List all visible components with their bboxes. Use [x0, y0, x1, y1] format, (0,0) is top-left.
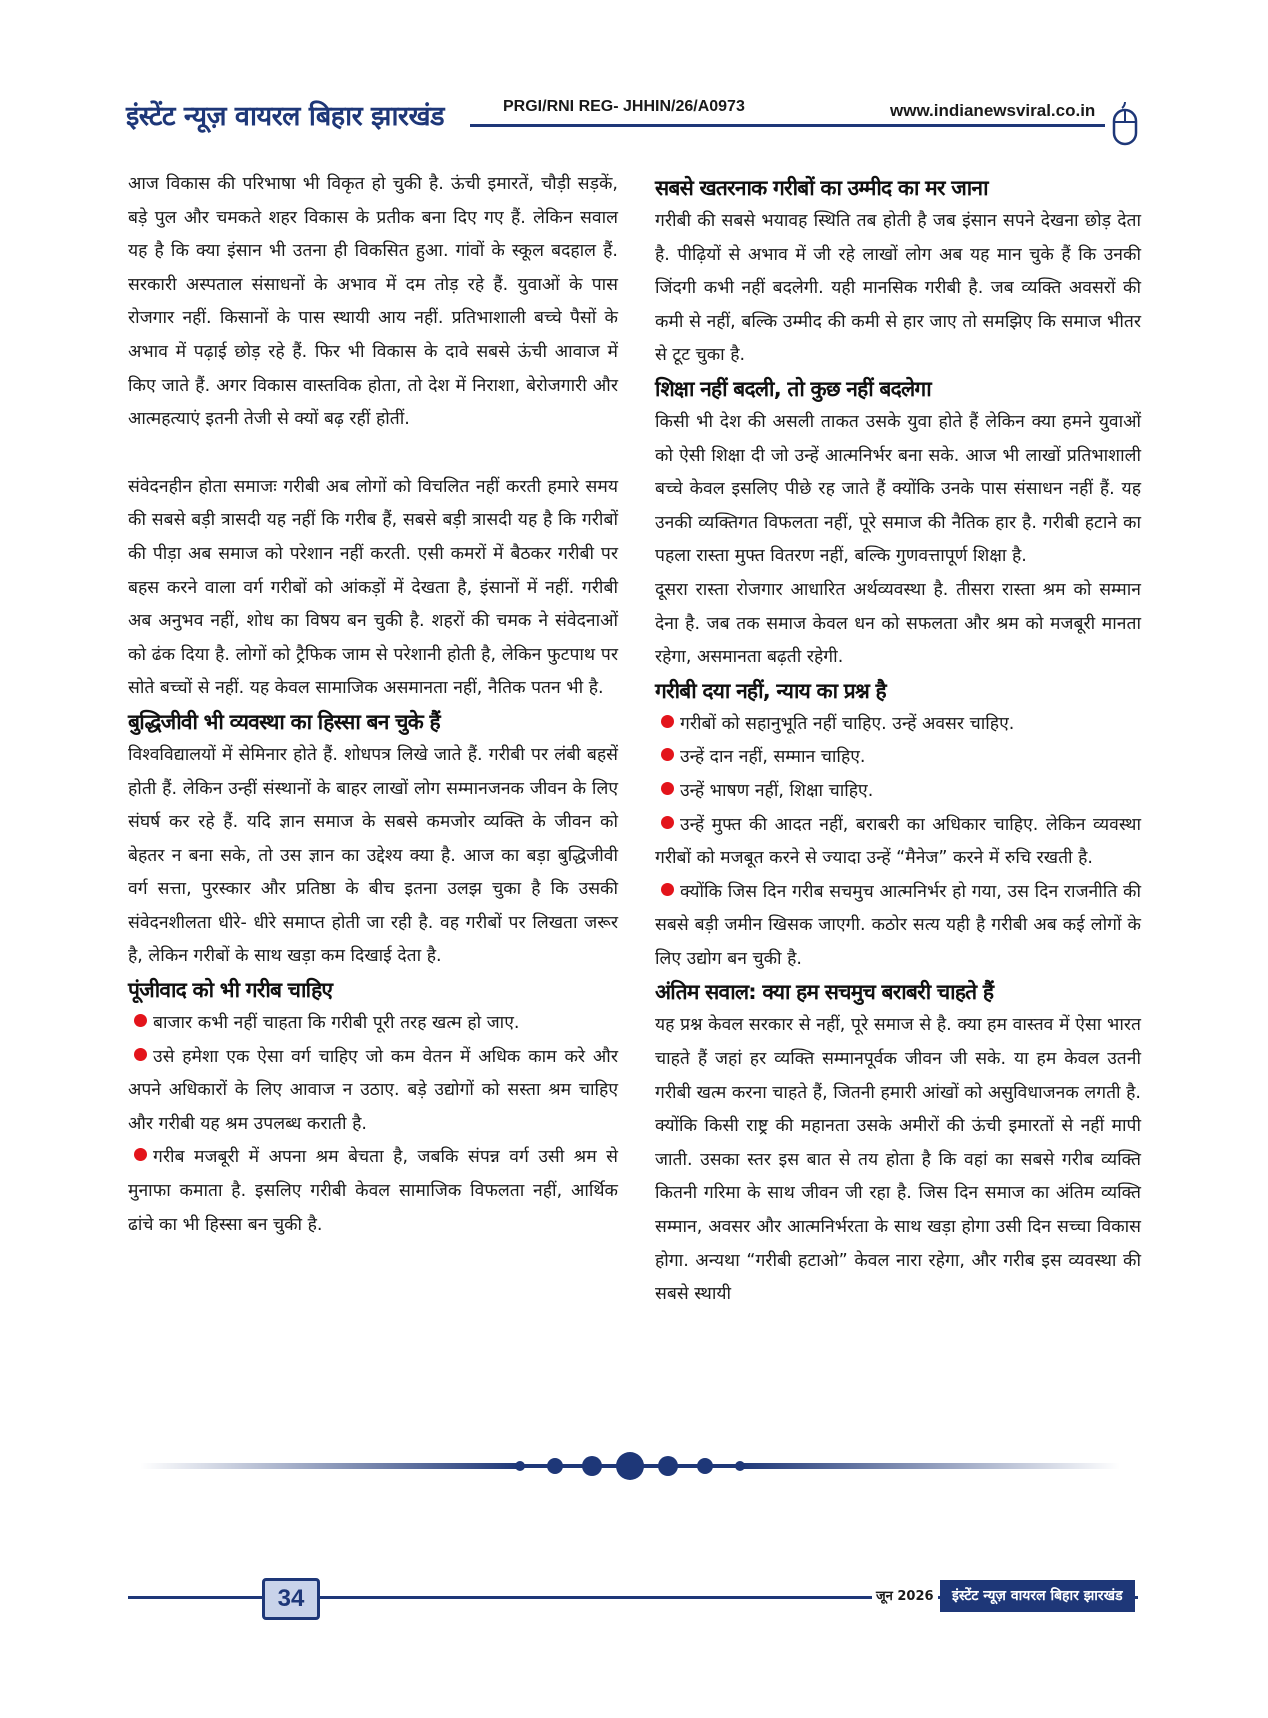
intellectuals-heading: बुद्धिजीवी भी व्यवस्था का हिस्सा बन चुके हैं — [128, 709, 440, 734]
intellectuals-paragraph: विश्वविद्यालयों में सेमिनार होते हैं. शोधपत्र लिखे जाते हैं. गरीबी पर लंबी बहसें होती हैं. लेकिन उन्हीं संस्थानों के बाहर लाखों लोग सम्मानजनक जीवन के लिए संघर्ष कर रहे हैं. यदि ज्ञान समाज के सबसे कमजोर व्यक्ति के जीवन को बेहतर न बना सके, तो उस ज्ञान का उद्देश्य क्या है. आज का बड़ा बुद्धिजीवी वर्ग सत्ता, पुरस्कार और प्रतिष्ठा के बीच इतना उलझ चुका है कि उसकी संवेदनशीलता धीरे- धीरे समाप्त होती जा रही है. वह गरीबों पर लिखता जरूर है, लेकिन गरीबों के साथ खड़ा कम दिखाई देता है. — [128, 744, 618, 967]
left-column — [128, 168, 618, 1242]
website-url: www.indianewsviral.co.in — [890, 101, 1096, 120]
red-bullet-icon — [661, 748, 674, 761]
insensitive-society-paragraph: संवेदनहीन होता समाजः गरीबी अब लोगों को विचलित नहीं करती हमारे समय की सबसे बड़ी त्रासदी यह नहीं कि गरीब हैं, सबसे बड़ी त्रासदी यह है कि गरीबों की पीड़ा अब समाज को परेशान नहीं करती. एसी कमरों में बैठकर गरीबी पर बहस करने वाला वर्ग गरीबों को आंकड़ों में देखता है, इंसानों में नहीं. गरीबी अब अनुभव नहीं, शोध का विषय बन चुकी है. शहरों की चमक ने संवेदनाओं को ढंक दिया है. लोगों को ट्रैफिक जाम से परेशानी होती है, लेकिन फुटपाथ पर सोते बच्चों से नहीं. यह केवल सामाजिक असमानता नहीं, नैतिक पतन भी है. — [128, 476, 618, 699]
header-rule — [470, 124, 1105, 127]
masthead-title: इंस्टेंट न्यूज़ वायरल बिहार झारखंड — [126, 101, 445, 132]
final-question-heading: अंतिम सवाल: क्या हम सचमुच बराबरी चाहते हैं — [655, 980, 994, 1005]
dotted-ornament-divider — [140, 1448, 1120, 1484]
list-item: उन्हें भाषण नहीं, शिक्षा चाहिए. — [655, 775, 1141, 809]
computer-mouse-icon — [1110, 100, 1140, 148]
red-bullet-icon — [134, 1048, 147, 1061]
intro-paragraph: आज विकास की परिभाषा भी विकृत हो चुकी है. ऊंची इमारतें, चौड़ी सड़कें, बड़े पुल और चमकते शहर विकास के प्रतीक बना दिए गए हैं. लेकिन सवाल यह है कि क्या इंसान भी उतना ही विकसित हुआ. गांवों के स्कूल बदहाल हैं. सरकारी अस्पताल संसाधनों के अभाव में दम तोड़ रहे हैं. युवाओं के पास रोजगार नहीं. किसानों के पास स्थायी आय नहीं. प्रतिभाशाली बच्चे पैसों के अभाव में पढ़ाई छोड़ रहे हैं. फिर भी विकास के दावे सबसे ऊंची आवाज में किए जाते हैं. अगर विकास वास्तविक होता, तो देश में निराशा, बेरोजगारी और आत्महत्याएं इतनी तेजी से क्यों बढ़ रहीं होतीं. — [128, 174, 618, 430]
employment-paragraph: दूसरा रास्ता रोजगार आधारित अर्थव्यवस्था है. तीसरा रास्ता श्रम को सम्मान देना है. जब तक समाज केवल धन को सफलता और श्रम को मजबूरी मानता रहेगा, असमानता बढ़ती रहेगी. — [655, 579, 1141, 668]
right-column — [655, 172, 1141, 1312]
footer-brand: इंस्टेंट न्यूज़ वायरल बिहार झारखंड — [940, 1580, 1135, 1612]
red-bullet-icon — [661, 782, 674, 795]
final-question-paragraph: यह प्रश्न केवल सरकार से नहीं, पूरे समाज से है. क्या हम वास्तव में ऐसा भारत चाहते हैं जहां हर व्यक्ति सम्मानपूर्वक जीवन जी सके. या हम केवल उतनी गरीबी खत्म करना चाहते हैं, जितनी हमारी आंखों को असुविधाजनक लगती है. क्योंकि किसी राष्ट्र की महानता उसके अमीरों की ऊंची इमारतों से नहीं मापी जाती. उसका स्तर इस बात से तय होता है कि वहां का सबसे गरीब व्यक्ति कितनी गरिमा के साथ जीवन जी रहा है. जिस दिन समाज का अंतिम व्यक्ति सम्मान, अवसर और आत्मनिर्भरता के साथ खड़ा होगा उसी दिन सच्चा विकास होगा. अन्यथा “गरीबी हटाओ” केवल नारा रहेगा, और गरीब इस व्यवस्था की सबसे स्थायी — [655, 1015, 1141, 1305]
justice-heading: गरीबी दया नहीं, न्याय का प्रश्न है — [655, 678, 886, 703]
hope-paragraph: गरीबी की सबसे भयावह स्थिति तब होती है जब इंसान सपने देखना छोड़ देता है. पीढ़ियों से अभाव में जी रहे लाखों लोग अब यह मान चुके हैं कि उनकी जिंदगी कभी नहीं बदलेगी. यही मानसिक गरीबी है. जब व्यक्ति अवसरों की कमी से नहीं, बल्कि उम्मीद की कमी से हार जाए तो समझिए कि समाज भीतर से टूट चुका है. — [655, 211, 1141, 366]
capitalism-bullet-list — [128, 1007, 618, 1242]
red-bullet-icon — [661, 715, 674, 728]
page-number: 34 — [262, 1578, 320, 1620]
registration-number: PRGI/RNI REG- JHHIN/26/A0973 — [503, 98, 745, 115]
education-paragraph: किसी भी देश की असली ताकत उसके युवा होते हैं लेकिन क्या हमने युवाओं को ऐसी शिक्षा दी जो उन्हें आत्मनिर्भर बना सके. आज भी लाखों प्रतिभाशाली बच्चे केवल इसलिए पीछे रह जाते हैं क्योंकि उनके पास संसाधन नहीं हैं. यह उनकी व्यक्तिगत विफलता नहीं, पूरे समाज की नैतिक हार है. गरीबी हटाने का पहला रास्ता मुफ्त वितरण नहीं, बल्कि गुणवत्तापूर्ण शिक्षा है. — [655, 411, 1141, 567]
list-item: गरीब मजबूरी में अपना श्रम बेचता है, जबकि संपन्न वर्ग उसी श्रम से मुनाफा कमाता है. इसलिए गरीबी केवल सामाजिक विफलता नहीं, आर्थिक ढांचे का भी हिस्सा बन चुकी है. — [128, 1147, 618, 1235]
education-heading: शिक्षा नहीं बदली, तो कुछ नहीं बदलेगा — [655, 376, 931, 401]
paragraph-gap — [128, 437, 618, 471]
list-item: क्योंकि जिस दिन गरीब सचमुच आत्मनिर्भर हो गया, उस दिन राजनीति की सबसे बड़ी जमीन खिसक जाएगी. कठोर सत्य यही है गरीबी अब कई लोगों के लिए उद्योग बन चुकी है. — [655, 881, 1141, 969]
red-bullet-icon — [661, 816, 674, 829]
red-bullet-icon — [134, 1148, 147, 1161]
justice-bullet-list — [655, 708, 1141, 977]
list-item: उन्हें दान नहीं, सम्मान चाहिए. — [655, 741, 1141, 775]
list-item: बाजार कभी नहीं चाहता कि गरीबी पूरी तरह खत्म हो जाए. — [128, 1007, 618, 1041]
list-item: गरीबों को सहानुभूति नहीं चाहिए. उन्हें अवसर चाहिए. — [655, 708, 1141, 742]
issue-date: जून 2026 — [872, 1586, 938, 1604]
list-item: उन्हें मुफ्त की आदत नहीं, बराबरी का अधिकार चाहिए. लेकिन व्यवस्था गरीबों को मजबूत करने से ज्यादा उन्हें “मैनेज” करने में रुचि रखती है. — [655, 814, 1141, 869]
red-bullet-icon — [661, 883, 674, 896]
list-item: उसे हमेशा एक ऐसा वर्ग चाहिए जो कम वेतन में अधिक काम करे और अपने अधिकारों के लिए आवाज न उठाए. बड़े उद्योगों को सस्ता श्रम चाहिए और गरीबी यह श्रम उपलब्ध कराती है. — [128, 1046, 618, 1134]
hope-heading: सबसे खतरनाक गरीबों का उम्मीद का मर जाना — [655, 176, 988, 200]
capitalism-heading: पूंजीवाद को भी गरीब चाहिए — [128, 978, 333, 1003]
red-bullet-icon — [134, 1014, 147, 1027]
